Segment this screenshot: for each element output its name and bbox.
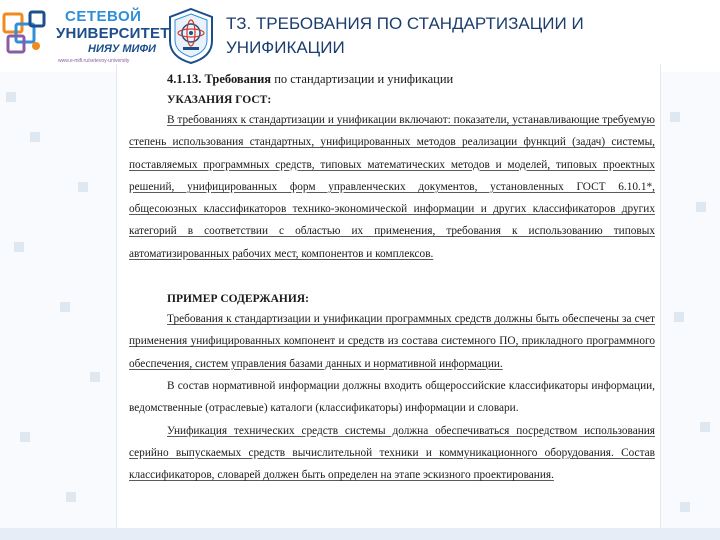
slide-header (0, 0, 720, 72)
section-title-bold: Требования (204, 72, 272, 86)
section-gap (129, 265, 655, 287)
brand-url-text: www.e-mifi.ru/setevoy-university (58, 58, 130, 64)
right-decor-panel (660, 72, 720, 540)
document-body (129, 70, 655, 486)
bottom-decor-strip (0, 528, 720, 540)
document-page (116, 64, 661, 528)
gost-label: УКАЗАНИЯ ГОСТ: (167, 94, 272, 106)
section-number: 4.1.13. (167, 72, 202, 86)
brand-top-text: СЕТЕВОЙ (65, 8, 142, 25)
network-university-logo-icon (2, 8, 48, 58)
brand-main-text: УНИВЕРСИТЕТ (56, 25, 170, 42)
left-decor-panel (0, 72, 118, 540)
example-paragraph-3: Унификация технических средств системы должна обеспечиваться посредством использования серийно выпускаемых средств вычислительной техники и коммуникационного оборудования. Состав классификаторов, словарей должен быть определен на этапе эскизного проектирования. (129, 424, 655, 482)
decor-squares (0, 72, 118, 540)
section-title-rest: по стандартизации и унификации (271, 72, 454, 86)
example-paragraph-2: В состав нормативной информации должны входить общероссийские классификаторы информации, ведомственные (отраслевые) каталоги (классификаторы) информации и словари. (129, 379, 655, 415)
brand-sub-text: НИЯУ МИФИ (88, 43, 156, 55)
section-heading (167, 70, 655, 88)
university-emblem-icon (168, 7, 214, 65)
example-paragraph-1: Требования к стандартизации и унификации программных средств должны быть обеспечены за счет применения унифицированных компонент и средств из состава системного ПО, прикладного программного обеспечения, систем управления базами данных и нормативной информации. (129, 313, 655, 370)
gost-paragraph: В требованиях к стандартизации и унификации включают: показатели, устанавливающие требуемую степень использования стандартных, унифицированных методов реализации функций (задач) системы, поставляемых программных средств, типовых математических методов и моделей, типовых проектных решений, унифицированных форм управленческих документов, установленных ГОСТ 6.10.1*, общесоюзных классификаторов технико-экономической информации и других классификаторов других категорий в соответствии с областью их применения, требования к использованию типовых автоматизированных рабочих мест, компонентов и комплексов. (129, 114, 655, 260)
decor-squares (660, 72, 720, 540)
example-label: ПРИМЕР СОДЕРЖАНИЯ: (167, 293, 309, 306)
slide-title: ТЗ. ТРЕБОВАНИЯ ПО СТАНДАРТИЗАЦИИ И УНИФИКАЦИИ (226, 14, 584, 57)
